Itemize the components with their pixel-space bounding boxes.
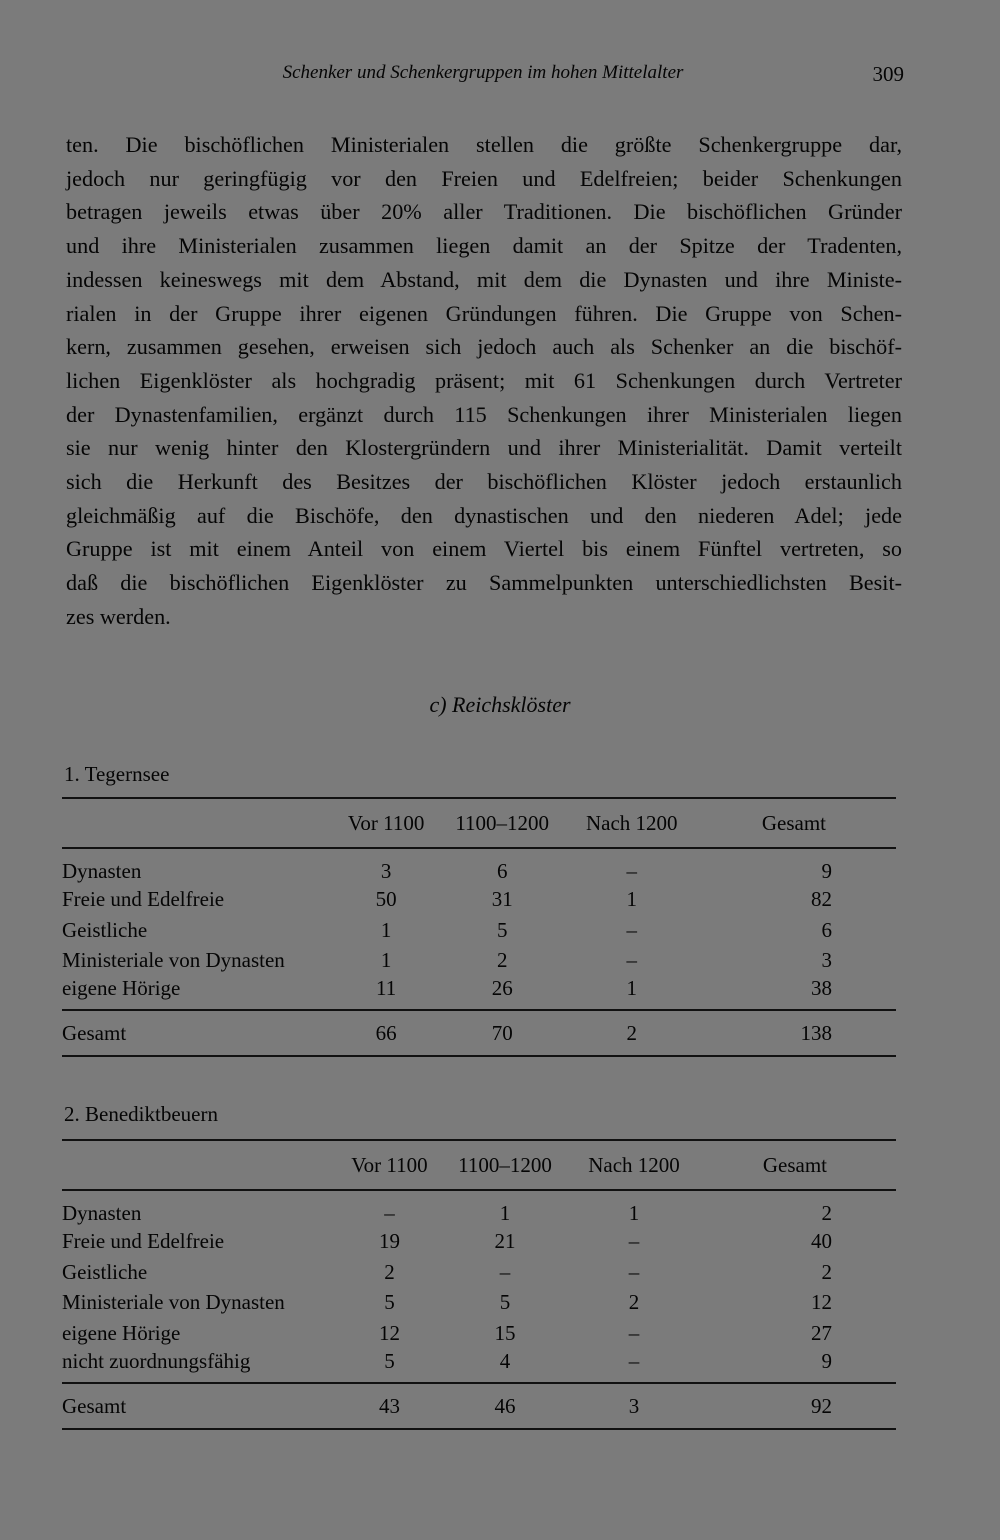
table-cell: 138 <box>692 1010 896 1056</box>
table-cell: 3 <box>380 859 392 883</box>
column-header: Vor 1100 <box>339 798 432 848</box>
text-line: Gruppe ist mit einem Anteil von einem Viertel bis einem Fünftel vertreten, so <box>66 536 902 562</box>
page-header <box>62 62 904 92</box>
table-cell: 40 <box>811 1228 832 1253</box>
table-cell: – <box>628 1321 640 1346</box>
table-cell: 38 <box>811 976 832 1001</box>
table-cell: 92 <box>694 1383 896 1429</box>
table-cell: – <box>626 948 637 973</box>
section-title: c) Reichsklöster <box>429 692 571 717</box>
row-label: Gesamt <box>62 1010 339 1056</box>
page-number: 309 <box>872 62 904 86</box>
row-label: Dynasten <box>62 1201 142 1225</box>
text-line: indessen keineswegs mit dem Abstand, mit dem die Dynasten und ihre Ministe- <box>66 266 902 292</box>
column-header: 1100–1200 <box>433 798 572 848</box>
table-cell: 27 <box>811 1321 832 1346</box>
table-row <box>62 1349 896 1383</box>
table-row <box>62 976 896 1010</box>
table-cell: 43 <box>343 1383 436 1429</box>
table-cell: 5 <box>499 1290 511 1315</box>
table-caption-tegernsee: 1. Tegernsee <box>64 762 170 786</box>
table-cell: 2 <box>628 1290 640 1315</box>
text-line: betragen jeweils etwas über 20% aller Traditionen. Die bischöflichen Gründer <box>66 199 902 225</box>
table-cell: 50 <box>375 886 397 911</box>
column-header: Gesamt <box>692 798 896 848</box>
table-total-row <box>62 1010 896 1056</box>
text-line: sie nur wenig hinter den Klostergründern und ihrer Ministerialität. Damit verteilt <box>66 435 902 461</box>
table-cell: 5 <box>384 1349 395 1374</box>
table-cell: 15 <box>494 1321 516 1346</box>
table-cell: 11 <box>376 976 397 1001</box>
text-line: ten. Die bischöflichen Ministerialen stellen die größte Schenkergruppe dar, <box>66 132 902 157</box>
table-cell: 9 <box>821 859 832 883</box>
row-label: Geistliche <box>62 917 148 942</box>
text-line: rialen in der Gruppe ihrer eigenen Gründungen führen. Die Gruppe von Schen- <box>66 300 902 326</box>
row-label: eigene Hörige <box>62 1321 181 1346</box>
table-cell: 5 <box>496 917 508 942</box>
table-cell: 19 <box>378 1228 400 1253</box>
table-cell: 6 <box>821 917 832 942</box>
row-label: Freie und Edelfreie <box>62 886 225 911</box>
text-line: lichen Eigenklöster als hochgradig präsent; mit 61 Schenkungen durch Vertreter <box>66 367 902 393</box>
table-total-row <box>62 1383 896 1429</box>
text-line: der Dynastenfamilien, ergänzt durch 115 Schenkungen ihrer Ministerialen liegen <box>66 401 902 427</box>
table-row <box>62 1318 896 1349</box>
row-label: Dynasten <box>62 859 142 883</box>
table-cell: – <box>628 1259 640 1284</box>
table-cell: 46 <box>436 1383 574 1429</box>
table-cell: 1 <box>499 1201 511 1225</box>
row-label: Ministeriale von Dynasten <box>62 948 285 973</box>
text-line: jedoch nur geringfügig vor den Freien und Edelfreien; beider Schenkungen <box>66 165 902 191</box>
text-line: kern, zusammen gesehen, erweisen sich jedoch auch als Schenker an die bischöf- <box>66 334 902 360</box>
table-cell: 31 <box>491 886 513 911</box>
table-cell: 26 <box>491 976 513 1001</box>
table-cell: 5 <box>384 1290 395 1315</box>
column-header: 1100–1200 <box>436 1140 574 1190</box>
table-cell: 3 <box>821 948 832 973</box>
row-label: nicht zuordnungsfähig <box>62 1349 251 1374</box>
table-cell: 2 <box>821 1259 832 1284</box>
table-cell: – <box>626 859 637 883</box>
table-header-row <box>62 1140 896 1190</box>
row-label: Gesamt <box>62 1383 343 1429</box>
row-label: Geistliche <box>62 1259 148 1284</box>
table-cell: 82 <box>811 886 832 911</box>
table-row <box>62 915 896 946</box>
table-cell: 1 <box>628 1201 640 1225</box>
text-line: sich die Herkunft des Besitzes der bischöflichen Klöster jedoch erstaunlich <box>66 469 902 495</box>
table-row <box>62 884 896 915</box>
table-cell: 12 <box>811 1290 832 1315</box>
table-cell: 70 <box>433 1010 572 1056</box>
table-cell: 6 <box>496 859 508 883</box>
column-header: Nach 1200 <box>574 1140 694 1190</box>
table-caption-benediktbeuern: 2. Benediktbeuern <box>64 1102 218 1126</box>
table-cell: 12 <box>378 1321 400 1346</box>
table-cell: 66 <box>339 1010 432 1056</box>
table-cell: 2 <box>384 1259 395 1284</box>
table-cell: 21 <box>494 1228 516 1253</box>
table-cell: 2 <box>821 1201 832 1225</box>
table-cell: 4 <box>499 1349 511 1374</box>
table-row <box>62 946 896 977</box>
body-paragraph <box>66 128 902 634</box>
column-header <box>62 798 339 848</box>
column-header: Gesamt <box>694 1140 896 1190</box>
table-cell: 9 <box>821 1349 832 1374</box>
table-cell: – <box>384 1201 395 1225</box>
table-cell: – <box>626 917 637 942</box>
table-cell: – <box>628 1228 640 1253</box>
table-cell: 1 <box>626 976 637 1001</box>
table-cell: – <box>628 1349 640 1374</box>
table-cell: 1 <box>626 886 637 911</box>
row-label: eigene Hörige <box>62 976 181 1001</box>
text-line: zes werden. <box>66 603 171 629</box>
table-cell: 1 <box>380 917 392 942</box>
running-title: Schenker und Schenkergruppen im hohen Mittelalter <box>282 62 684 83</box>
table-row <box>62 1257 896 1288</box>
text-line: und ihre Ministerialen zusammen liegen damit an der Spitze der Tradenten, <box>66 233 902 259</box>
table-benediktbeuern <box>62 1139 896 1430</box>
row-label: Ministeriale von Dynasten <box>62 1290 285 1315</box>
table-row <box>62 1190 896 1226</box>
column-header: Nach 1200 <box>572 798 692 848</box>
table-cell: 3 <box>574 1383 694 1429</box>
row-label: Freie und Edelfreie <box>62 1228 225 1253</box>
text-line: daß die bischöflichen Eigenklöster zu Sammelpunkten unterschiedlichsten Besit- <box>66 570 902 596</box>
table-cell: 2 <box>496 948 508 973</box>
table-header-row <box>62 798 896 848</box>
table-cell: 2 <box>572 1010 692 1056</box>
table-row <box>62 1226 896 1257</box>
table-row <box>62 848 896 884</box>
column-header: Vor 1100 <box>343 1140 436 1190</box>
table-row <box>62 1288 896 1319</box>
column-header <box>62 1140 343 1190</box>
table-cell: – <box>499 1259 511 1284</box>
text-line: gleichmäßig auf die Bischöfe, den dynastischen und den niederen Adel; jede <box>66 502 902 528</box>
table-tegernsee <box>62 797 896 1057</box>
table-cell: 1 <box>380 948 392 973</box>
